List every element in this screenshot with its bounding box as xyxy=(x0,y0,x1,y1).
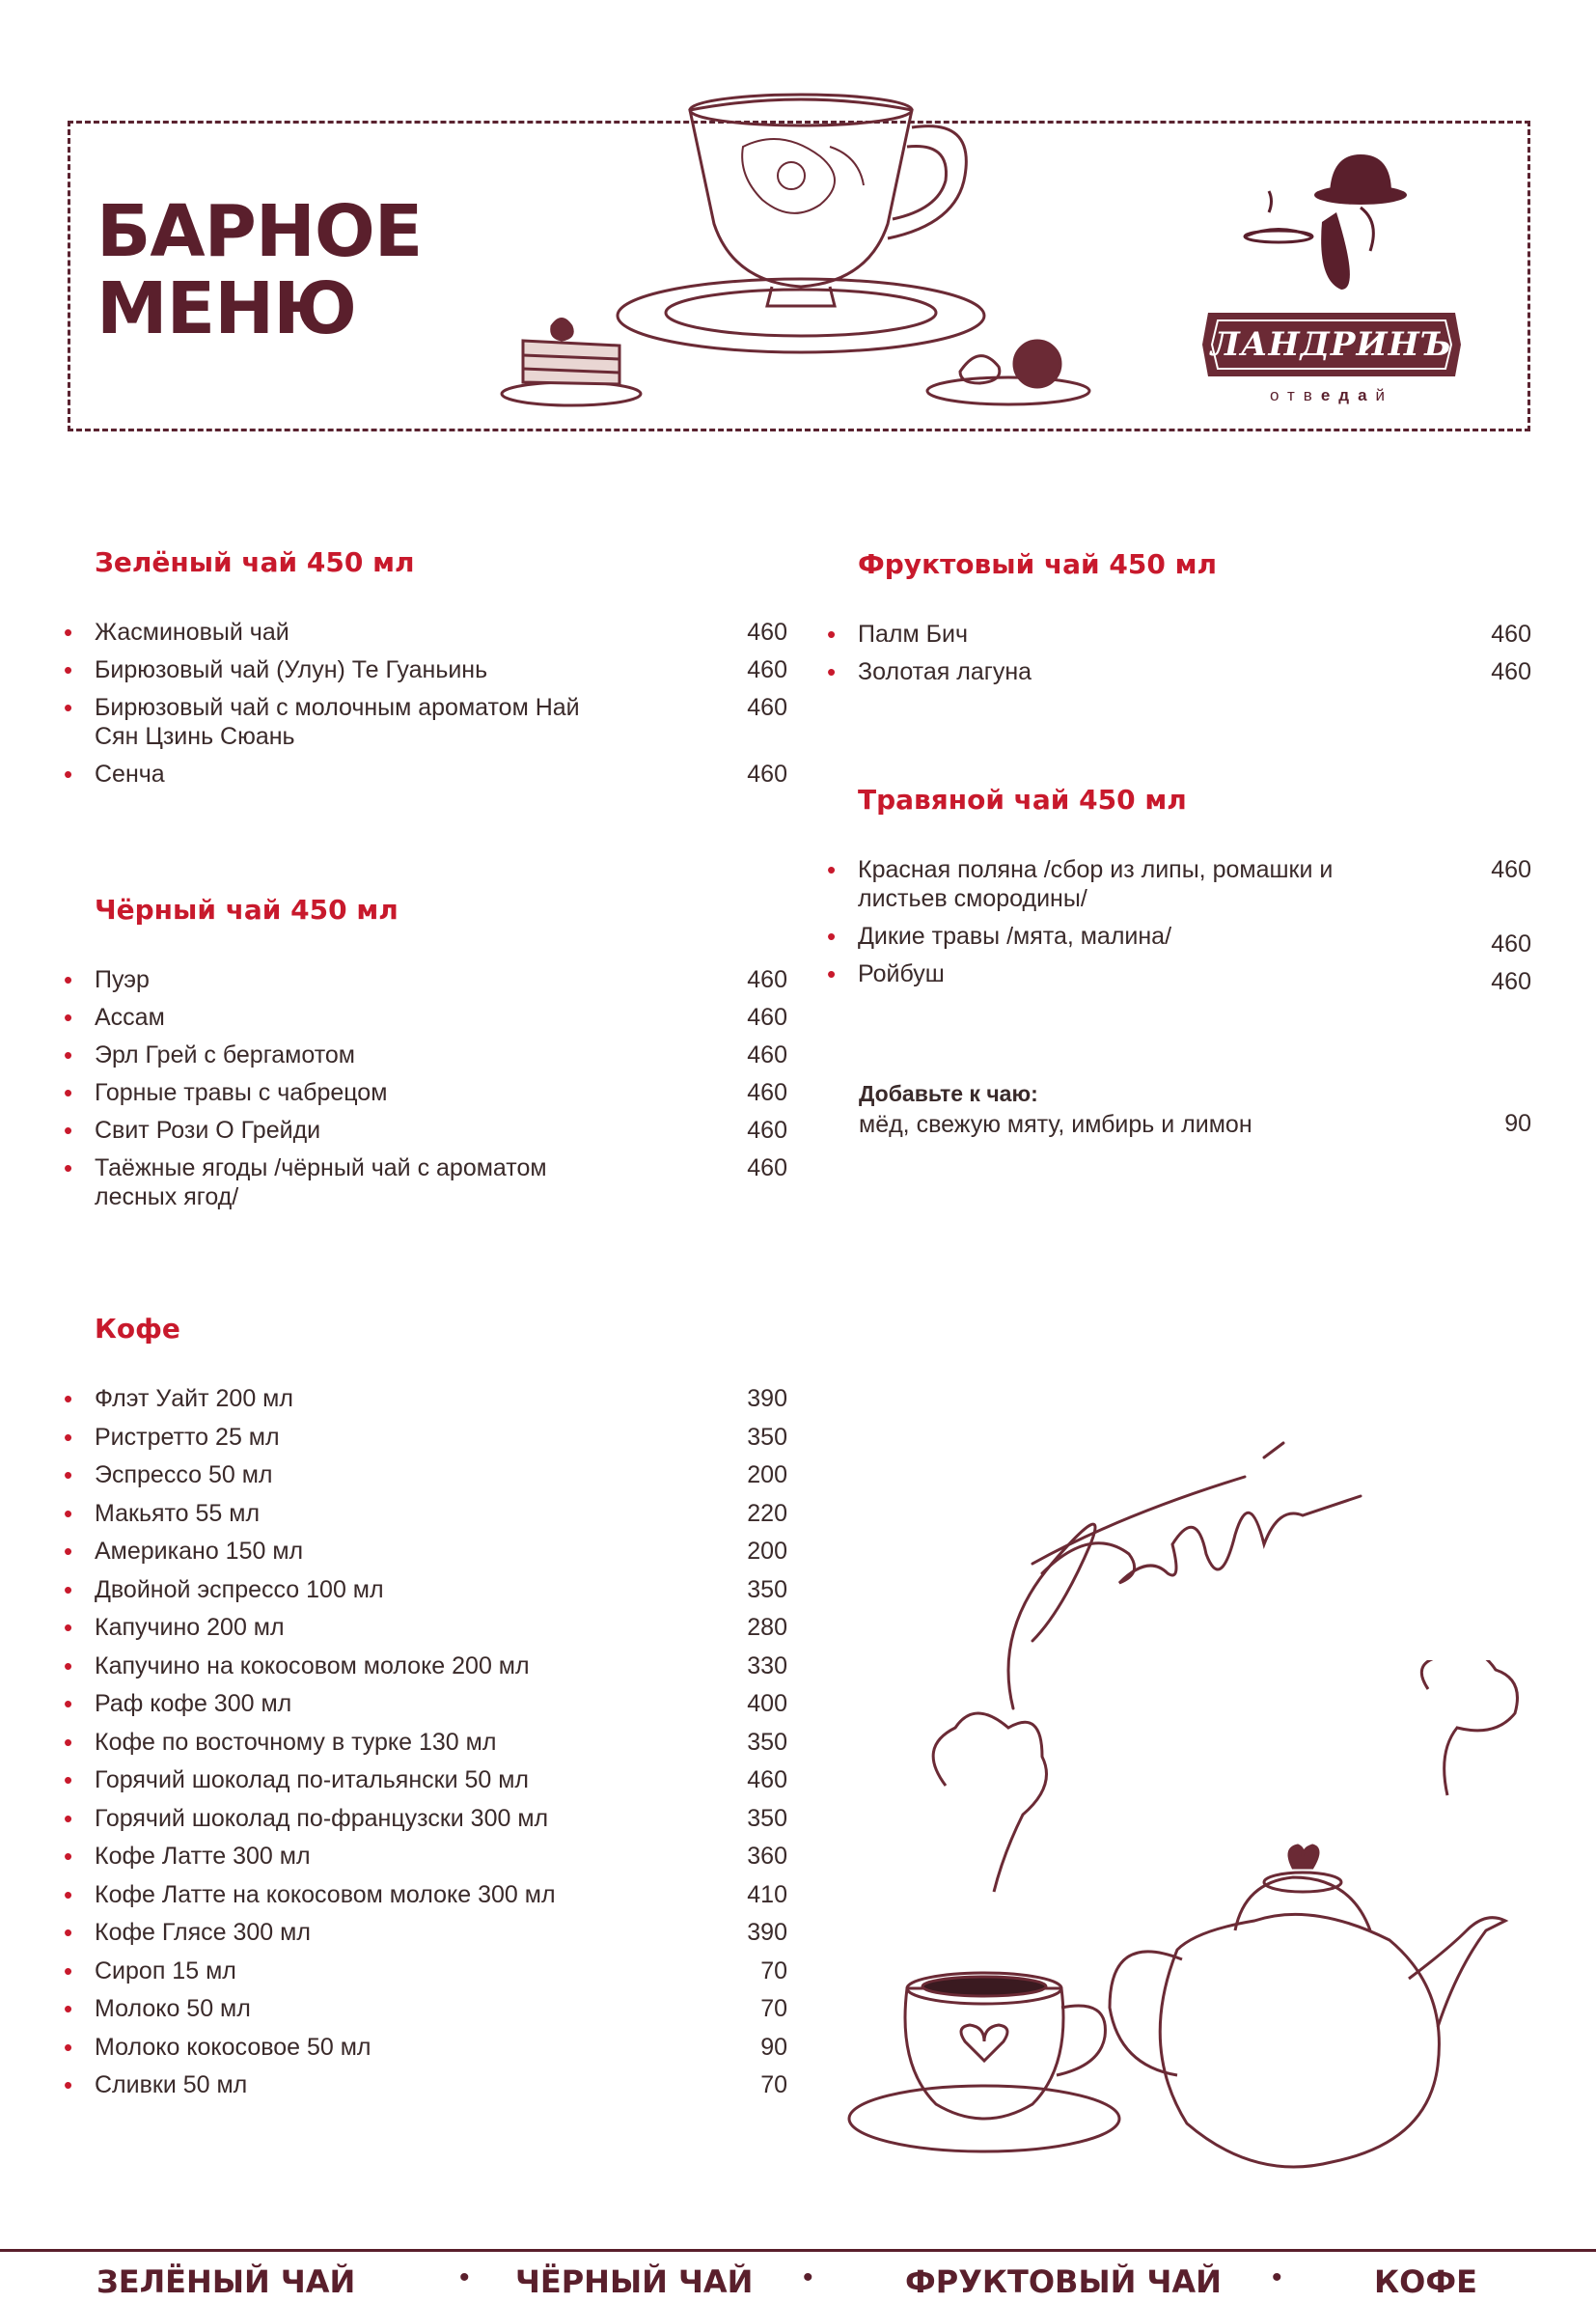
item-price: 350 xyxy=(747,1423,787,1451)
item-price: 460 xyxy=(747,1079,787,1106)
item-price: 70 xyxy=(760,2071,787,2098)
item-price: 460 xyxy=(747,694,787,721)
coffee-title: Кофе xyxy=(95,1313,180,1345)
item-name: • Сенча xyxy=(95,761,165,788)
item-price: 200 xyxy=(747,1538,787,1565)
item-name: • Пуэр xyxy=(95,966,150,993)
herbal-tea-title: Травяной чай 450 мл xyxy=(858,784,1187,816)
item-price: 350 xyxy=(747,1575,787,1603)
item-price: 460 xyxy=(747,1004,787,1031)
list-item xyxy=(64,693,787,751)
item-name: • Эспрессо 50 мл xyxy=(95,1461,273,1488)
list-item xyxy=(827,657,1531,686)
footer-link-black-tea[interactable]: ЧЁРНЫЙ ЧАЙ xyxy=(515,2263,754,2300)
footer-link-green-tea[interactable]: ЗЕЛЁНЫЙ ЧАЙ xyxy=(96,2263,356,2300)
item-price: 280 xyxy=(747,1614,787,1641)
item-price: 400 xyxy=(747,1690,787,1717)
item-price: 350 xyxy=(747,1804,787,1832)
logo-tagline xyxy=(1225,386,1438,405)
list-item xyxy=(64,1728,787,1757)
item-name: • Свит Рози О Грейди xyxy=(95,1117,321,1144)
list-item xyxy=(64,1842,787,1871)
item-name: • Горячий шоколад по-итальянски 50 мл xyxy=(95,1766,530,1793)
addons-section xyxy=(859,1081,1531,1139)
candies-illustration xyxy=(922,323,1095,410)
cake-illustration xyxy=(494,297,648,413)
list-item xyxy=(64,1956,787,1985)
herbal-tea-list xyxy=(827,855,1531,997)
item-name: • Кофе Латте на кокосовом молоке 300 мл xyxy=(95,1880,556,1908)
item-price: 460 xyxy=(747,966,787,993)
list-item xyxy=(64,965,787,994)
item-price: 460 xyxy=(1491,856,1531,883)
item-name: • Кофе Латте 300 мл xyxy=(95,1843,311,1870)
item-name: • Эрл Грей с бергамотом xyxy=(95,1041,355,1068)
logo-tagline-post: й xyxy=(1375,386,1394,404)
item-price: 460 xyxy=(747,656,787,683)
item-name: • Бирюзовый чай с молочным ароматом Най Сян Цзинь Сюань xyxy=(95,694,580,750)
page-title xyxy=(96,190,423,350)
list-item xyxy=(827,959,1531,995)
logo-mascot-icon xyxy=(1225,145,1438,299)
list-item xyxy=(64,1575,787,1604)
item-name: • Ройбуш xyxy=(858,960,945,987)
coffee-section xyxy=(64,1313,787,2098)
item-name: • Капучино на кокосовом молоке 200 мл xyxy=(95,1651,530,1679)
logo-name: ЛАНДРИНЪ xyxy=(1210,325,1453,364)
logo-tagline-bold: еда xyxy=(1320,386,1376,404)
black-tea-list xyxy=(64,965,787,1220)
list-item xyxy=(64,1499,787,1528)
item-price: 70 xyxy=(760,1995,787,2022)
herbal-tea-section xyxy=(827,784,1531,995)
list-item xyxy=(64,2033,787,2062)
list-item xyxy=(64,1003,787,1032)
list-item xyxy=(64,2070,787,2099)
footer-separator: • xyxy=(459,2261,470,2293)
addons-text: мёд, свежую мяту, имбирь и лимон xyxy=(859,1111,1252,1138)
item-price: 90 xyxy=(760,2033,787,2061)
item-name: • Дикие травы /мята, малина/ xyxy=(858,923,1172,950)
footer-link-coffee[interactable]: КОФЕ xyxy=(1374,2263,1477,2300)
list-item xyxy=(64,1804,787,1833)
item-name: • Красная поляна /сбор из липы, ромашки и листьев смородины/ xyxy=(858,856,1334,912)
item-price: 460 xyxy=(747,761,787,788)
item-price: 460 xyxy=(747,1154,787,1181)
fruit-tea-list xyxy=(827,620,1531,695)
item-name: • Молоко 50 мл xyxy=(95,1995,251,2022)
list-item xyxy=(64,1918,787,1947)
footer-separator: • xyxy=(1272,2261,1282,2293)
list-item xyxy=(64,1689,787,1718)
list-item xyxy=(64,655,787,684)
green-tea-section xyxy=(64,546,787,788)
list-item xyxy=(64,1880,787,1909)
footer-divider xyxy=(0,2249,1596,2252)
item-name: • Горячий шоколад по-французски 300 мл xyxy=(95,1804,549,1832)
item-name: • Капучино 200 мл xyxy=(95,1614,285,1641)
list-item xyxy=(64,1423,787,1452)
black-tea-title: Чёрный чай 450 мл xyxy=(95,894,399,926)
green-tea-list xyxy=(64,618,787,797)
item-price: 460 xyxy=(747,1041,787,1068)
item-price: 460 xyxy=(747,1766,787,1793)
list-item xyxy=(64,1994,787,2023)
list-item xyxy=(64,618,787,647)
footer-separator: • xyxy=(803,2261,813,2293)
list-item xyxy=(64,1460,787,1489)
addons-price: 90 xyxy=(1504,1110,1531,1137)
list-item xyxy=(827,620,1531,649)
item-name: • Сироп 15 мл xyxy=(95,1956,236,1984)
item-name: • Молоко кокосовое 50 мл xyxy=(95,2033,371,2061)
item-name: • Жасминовый чай xyxy=(95,619,289,646)
footer-link-fruit-tea[interactable]: ФРУКТОВЫЙ ЧАЙ xyxy=(905,2263,1222,2300)
addons-title: Добавьте к чаю: xyxy=(859,1081,1038,1106)
black-tea-section xyxy=(64,894,787,1210)
item-price: 460 xyxy=(1491,658,1531,685)
fruit-tea-section xyxy=(827,548,1531,685)
item-name: • Ристретто 25 мл xyxy=(95,1423,280,1451)
item-name: • Флэт Уайт 200 мл xyxy=(95,1385,293,1412)
item-name: • Кофе Глясе 300 мл xyxy=(95,1919,311,1946)
list-item xyxy=(827,855,1531,913)
item-price: 460 xyxy=(747,619,787,646)
item-name: • Ассам xyxy=(95,1004,165,1031)
list-item xyxy=(64,1651,787,1680)
list-item xyxy=(64,1116,787,1145)
footer-nav xyxy=(0,2254,1596,2302)
list-item xyxy=(64,1537,787,1566)
item-price: 220 xyxy=(747,1499,787,1527)
coffee-list xyxy=(64,1384,787,2109)
item-name: • Таёжные ягоды /чёрный чай с ароматом лесных ягод/ xyxy=(95,1154,547,1210)
list-item xyxy=(64,1153,787,1211)
list-item xyxy=(64,1078,787,1107)
item-name: • Бирюзовый чай (Улун) Те Гуаньинь xyxy=(95,656,488,683)
item-price: 410 xyxy=(747,1880,787,1908)
item-name: • Раф кофе 300 мл xyxy=(95,1690,292,1717)
item-name: • Американо 150 мл xyxy=(95,1538,304,1565)
list-item xyxy=(827,922,1531,957)
item-name: • Горные травы с чабрецом xyxy=(95,1079,388,1106)
list-item xyxy=(64,1384,787,1413)
item-price: 70 xyxy=(760,1956,787,1984)
item-price: 350 xyxy=(747,1728,787,1756)
item-name: • Сливки 50 мл xyxy=(95,2071,248,2098)
item-price: 360 xyxy=(747,1843,787,1870)
item-name: • Макьято 55 мл xyxy=(95,1499,261,1527)
item-price: 460 xyxy=(1491,621,1531,648)
list-item xyxy=(64,1765,787,1794)
item-price: 390 xyxy=(747,1919,787,1946)
item-price: 200 xyxy=(747,1461,787,1488)
item-price: 390 xyxy=(747,1385,787,1412)
logo-tagline-pre: отв xyxy=(1269,386,1321,404)
green-tea-title: Зелёный чай 450 мл xyxy=(95,546,415,578)
fruit-tea-title: Фруктовый чай 450 мл xyxy=(858,548,1218,580)
item-price: 460 xyxy=(747,1117,787,1144)
item-name: • Палм Бич xyxy=(858,621,968,648)
list-item xyxy=(64,1041,787,1069)
page-title-line1: БАРНОЕ xyxy=(96,190,423,273)
teacup-illustration xyxy=(598,89,1004,359)
item-name: • Золотая лагуна xyxy=(858,658,1032,685)
teapot-cup-illustration xyxy=(830,1660,1544,2201)
item-price: 460 xyxy=(1491,968,1531,995)
list-item xyxy=(64,1613,787,1642)
item-name: • Двойной эспрессо 100 мл xyxy=(95,1575,384,1603)
item-price: 460 xyxy=(1491,930,1531,957)
item-price: 330 xyxy=(747,1651,787,1679)
list-item xyxy=(64,760,787,789)
item-name: • Кофе по восточному в турке 130 мл xyxy=(95,1728,497,1756)
page-title-line2: МЕНЮ xyxy=(96,267,356,350)
